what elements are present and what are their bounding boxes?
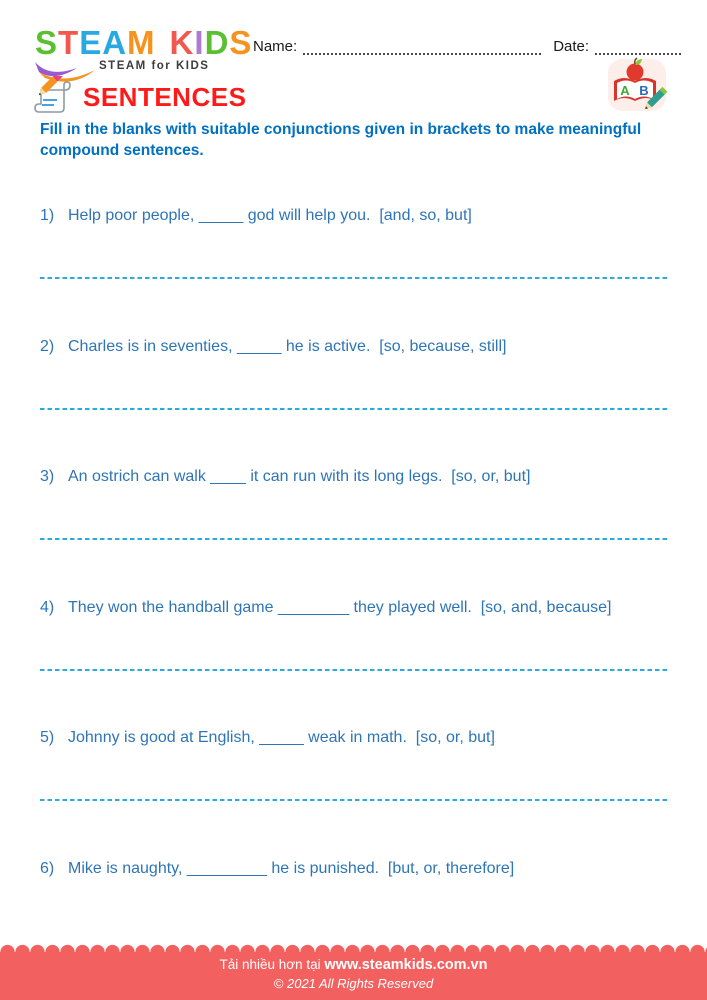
question-item <box>40 205 668 336</box>
question-item <box>40 597 668 728</box>
logo-letter: M <box>127 24 156 61</box>
question-text: Johnny is good at English, _____ weak in math. [so, or, but] <box>68 729 495 746</box>
logo-letter: E <box>79 24 103 61</box>
question-number: 2) <box>40 337 55 355</box>
question-number: 1) <box>40 207 55 224</box>
question-number: 3) <box>40 468 55 485</box>
svg-text:B: B <box>639 83 649 98</box>
logo-letter: S <box>35 24 59 61</box>
name-label: Name: <box>253 38 298 55</box>
question-text: An ostrich can walk ____ it can run with its long legs. [so, or, but] <box>68 468 531 485</box>
instructions-text: Fill in the blanks with suitable conjunctions given in brackets to make meaningful compound sentences. <box>40 121 642 159</box>
date-label: Date: <box>553 38 590 55</box>
footer-website-url: www.steamkids.com.vn <box>324 957 488 973</box>
logo-letter: I <box>194 24 205 61</box>
logo-letter: S <box>229 24 253 61</box>
answer-line[interactable] <box>40 669 668 671</box>
footer-download-text <box>0 957 707 973</box>
logo-letter: K <box>169 24 195 61</box>
svg-text:A: A <box>620 83 630 98</box>
question-item <box>40 466 668 597</box>
logo-tagline: STEAM for KIDS <box>99 60 210 72</box>
question-text: Mike is naughty, _________ he is punished. [but, or, therefore] <box>68 859 515 877</box>
logo-letter: A <box>102 24 128 61</box>
question-number: 4) <box>40 598 55 616</box>
footer-scallop-edge <box>0 940 707 952</box>
question-text: Help poor people, _____ god will help you. [and, so, but] <box>68 207 472 224</box>
pencil-paper-icon <box>33 76 77 118</box>
answer-line[interactable] <box>40 277 668 279</box>
question-list <box>40 205 668 988</box>
logo-letter: T <box>58 24 80 61</box>
name-date-row <box>253 38 681 55</box>
footer-body <box>0 952 707 1000</box>
question-item <box>40 336 668 467</box>
page-title: SENTENCES <box>83 81 247 112</box>
question-item <box>40 727 668 858</box>
logo-letter: D <box>204 24 230 61</box>
abc-book-icon <box>606 55 668 113</box>
answer-line[interactable] <box>40 408 668 410</box>
question-text: Charles is in seventies, _____ he is active. [so, because, still] <box>68 337 507 355</box>
steamkids-logo <box>35 24 252 72</box>
answer-line[interactable] <box>40 799 668 801</box>
answer-line[interactable] <box>40 538 668 540</box>
footer <box>0 940 707 1000</box>
question-number: 6) <box>40 859 55 877</box>
title-row <box>33 76 246 118</box>
name-fill-line[interactable] <box>303 41 541 55</box>
date-fill-line[interactable] <box>595 41 681 55</box>
question-text: They won the handball game ________ they played well. [so, and, because] <box>68 598 612 616</box>
footer-copyright: © 2021 All Rights Reserved <box>273 976 434 991</box>
question-number: 5) <box>40 729 55 746</box>
footer-download-prefix: Tải nhiều hơn tại <box>219 957 325 972</box>
